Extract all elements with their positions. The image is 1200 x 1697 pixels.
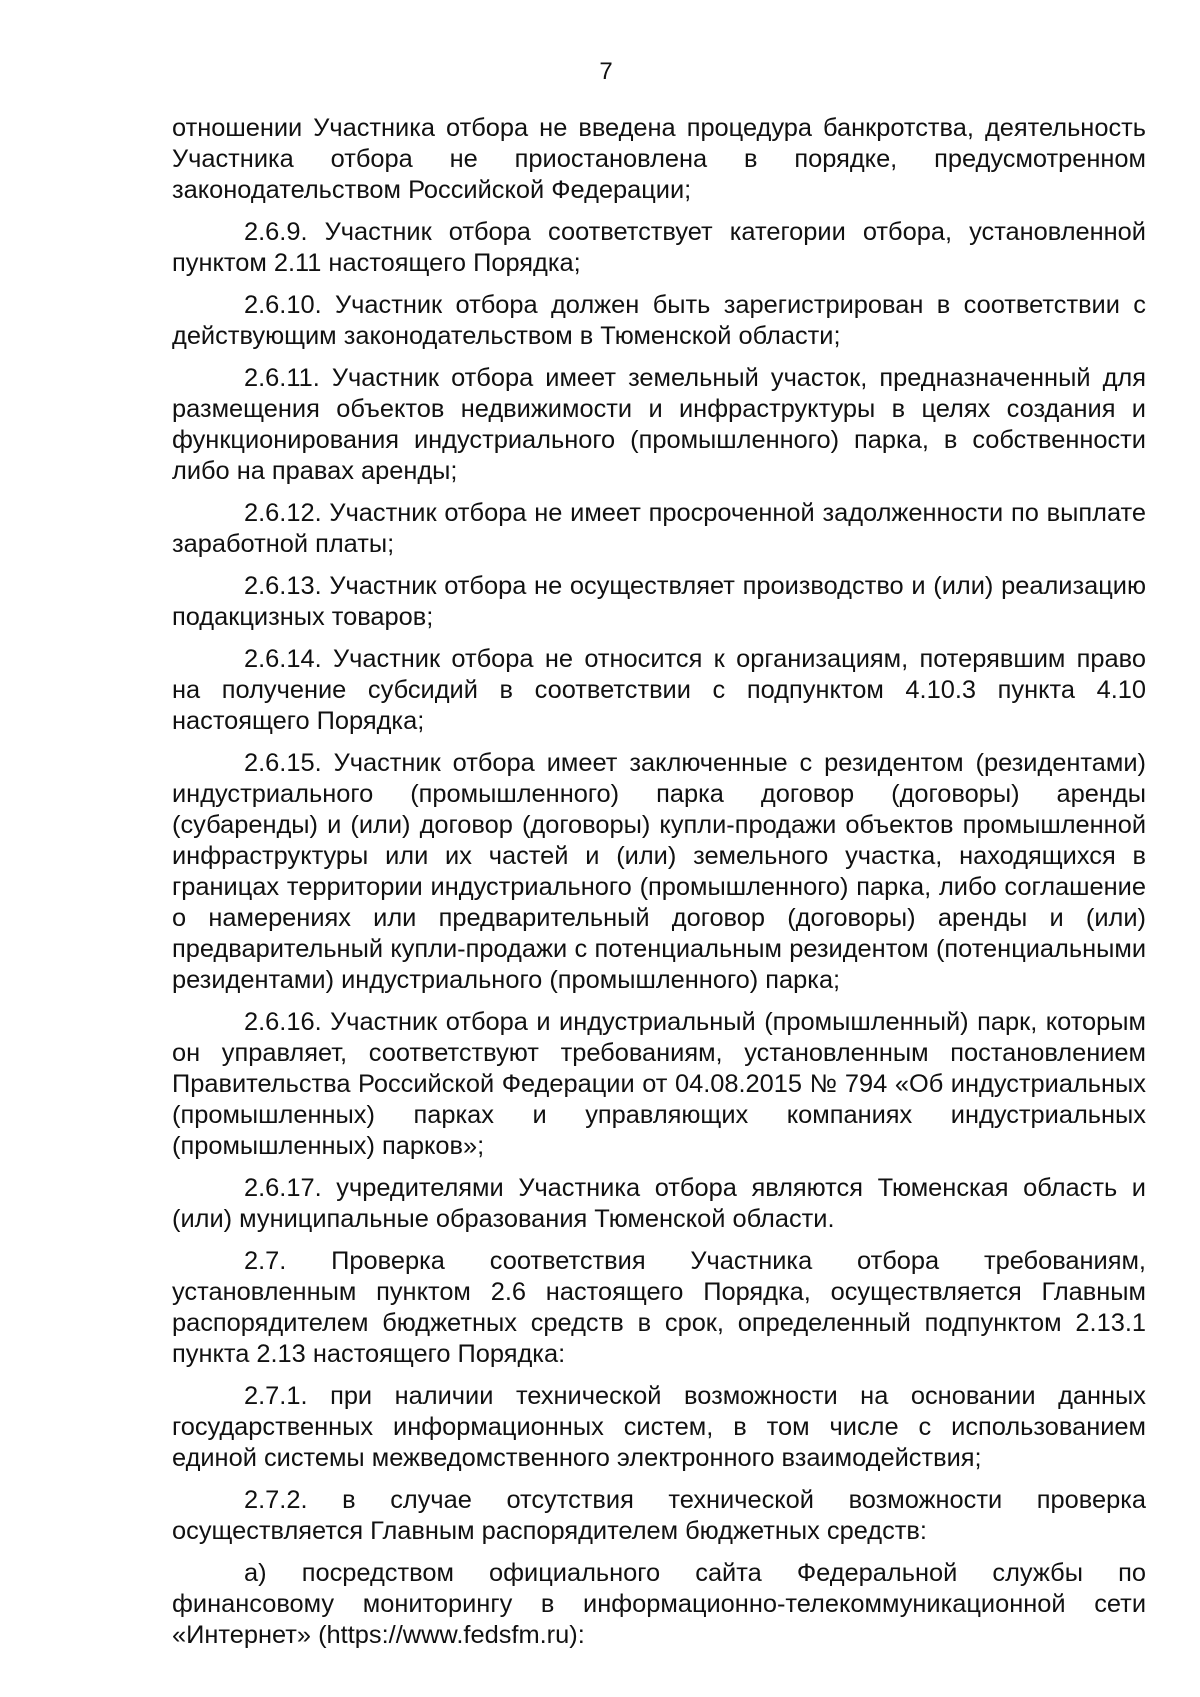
page-number: 7 (599, 58, 613, 85)
paragraph-continuation: отношении Участника отбора не введена процедура банкротства, деятельность Участника отбора не приостановлена в порядке, предусмотренном законодательством Российской Федерации; (172, 114, 1146, 204)
paragraph-2-6-11: 2.6.11. Участник отбора имеет земельный участок, предназначенный для размещения объектов недвижимости и инфраструктуры в целях создания и функционирования индустриального (промышленного) парка, в собственности либо на правах аренды; (172, 364, 1146, 485)
paragraph-2-6-17: 2.6.17. учредителями Участника отбора являются Тюменская область и (или) муниципальные образования Тюменской области. (172, 1174, 1146, 1233)
paragraph-a: а) посредством официального сайта Федеральной службы по финансовому мониторингу в информационно-телекоммуникационной сети «Интернет» (https://www.fedsfm.ru): (172, 1559, 1146, 1649)
paragraph-2-7-2: 2.7.2. в случае отсутствия технической возможности проверка осуществляется Главным распорядителем бюджетных средств: (172, 1486, 1146, 1545)
paragraph-2-6-14: 2.6.14. Участник отбора не относится к организациям, потерявшим право на получение субсидий в соответствии с подпунктом 4.10.3 пункта 4.10 настоящего Порядка; (172, 645, 1146, 735)
paragraph-2-6-10: 2.6.10. Участник отбора должен быть зарегистрирован в соответствии с действующим законодательством в Тюменской области; (172, 291, 1146, 350)
document-body (172, 113, 1146, 1662)
paragraph-2-6-15: 2.6.15. Участник отбора имеет заключенные с резидентом (резидентами) индустриального (промышленного) парка договор (договоры) аренды (субаренды) и (или) договор (договоры) купли-продажи объектов промышленной инфраструктуры или их частей и (или) земельного участка, находящихся в границах территории индустриального (промышленного) парка, либо соглашение о намерениях или предварительный договор (договоры) аренды и (или) предварительный купли-продажи с потенциальным резидентом (потенциальными резидентами) индустриального (промышленного) парка; (172, 749, 1146, 994)
paragraph-2-6-13: 2.6.13. Участник отбора не осуществляет производство и (или) реализацию подакцизных товаров; (172, 572, 1146, 631)
paragraph-2-6-12: 2.6.12. Участник отбора не имеет просроченной задолженности по выплате заработной платы; (172, 499, 1146, 558)
paragraph-2-6-16: 2.6.16. Участник отбора и индустриальный (промышленный) парк, которым он управляет, соответствуют требованиям, установленным постановлением Правительства Российской Федерации от 04.08.2015 № 794 «Об индустриальных (промышленных) парках и управляющих компаниях индустриальных (промышленных) парков»; (172, 1008, 1146, 1160)
paragraph-2-7: 2.7. Проверка соответствия Участника отбора требованиям, установленным пунктом 2.6 настоящего Порядка, осуществляется Главным распорядителем бюджетных средств в срок, определенный подпунктом 2.13.1 пункта 2.13 настоящего Порядка: (172, 1247, 1146, 1368)
paragraph-2-6-9: 2.6.9. Участник отбора соответствует категории отбора, установленной пунктом 2.11 настоящего Порядка; (172, 218, 1146, 277)
paragraph-2-7-1: 2.7.1. при наличии технической возможности на основании данных государственных информационных систем, в том числе с использованием единой системы межведомственного электронного взаимодействия; (172, 1382, 1146, 1472)
